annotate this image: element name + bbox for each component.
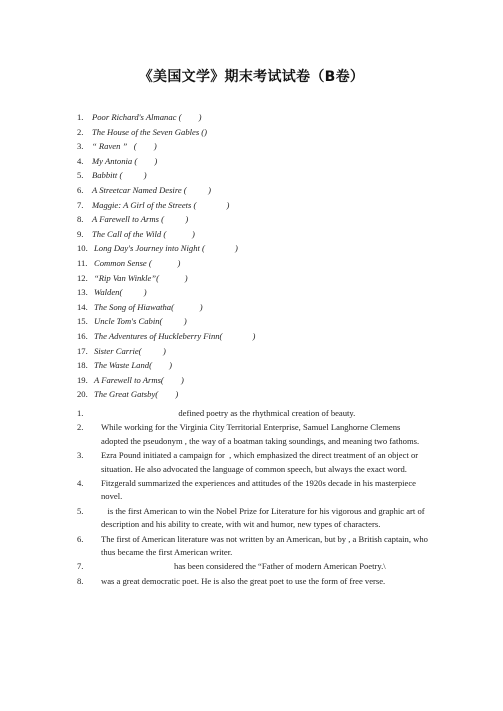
item-title: The Waste Land( ) xyxy=(94,360,172,371)
list-item xyxy=(77,183,255,198)
item-title: Common Sense ( ) xyxy=(94,257,181,268)
item-number: 7. xyxy=(77,199,84,210)
item-number: 11. xyxy=(77,257,88,268)
item-number: 9. xyxy=(77,228,84,239)
item-number: 17. xyxy=(77,345,88,356)
item-number: 6. xyxy=(77,184,84,195)
item-number: 15. xyxy=(77,316,88,327)
item-title: Maggie: A Girl of the Streets ( ) xyxy=(92,199,230,210)
list-item xyxy=(77,387,255,402)
item-title: The Adventures of Huckleberry Finn( ) xyxy=(94,330,256,341)
item-title: The House of the Seven Gables () xyxy=(92,126,208,137)
list-item xyxy=(77,271,255,286)
item-title: “Rip Van Winkle”( ) xyxy=(94,272,188,283)
question-item xyxy=(77,560,429,573)
question-number: 7. xyxy=(77,561,84,572)
item-title: The Song of Hiawatha( ) xyxy=(94,301,203,312)
question-item xyxy=(77,477,429,504)
question-text: The first of American literature was not written by an American, but by , a British captain, who thus became the first American writer. xyxy=(101,533,431,558)
question-item xyxy=(77,505,429,532)
question-text: While working for the Virginia City Territorial Enterprise, Samuel Langhorne Clemens adopted the pseudonym , the way of a boatman taking soundings, and meaning two fathoms. xyxy=(101,422,420,446)
list-item xyxy=(77,198,255,213)
item-number: 4. xyxy=(77,155,84,166)
question-item xyxy=(77,449,429,476)
item-number: 1. xyxy=(77,112,84,122)
page-title: 《美国文学》期末考试试卷（B卷） xyxy=(138,69,365,85)
item-title: The Call of the Wild ( ) xyxy=(92,228,195,239)
question-number: 6. xyxy=(77,533,84,544)
question-item xyxy=(77,421,429,448)
item-number: 3. xyxy=(77,141,84,152)
question-item xyxy=(77,407,429,420)
item-number: 5. xyxy=(77,170,84,181)
list-item xyxy=(77,256,255,271)
fill-in-list xyxy=(77,407,429,589)
item-number: 12. xyxy=(77,272,88,283)
question-number: 2. xyxy=(77,422,84,433)
question-number: 8. xyxy=(77,575,84,586)
item-title: “ Raven ” ( ) xyxy=(92,141,157,152)
list-item xyxy=(77,168,255,183)
list-item xyxy=(77,212,255,227)
item-number: 10. xyxy=(77,243,88,254)
list-item xyxy=(77,314,255,329)
item-title: A Farewell to Arms( ) xyxy=(94,374,184,385)
list-item xyxy=(77,241,255,256)
item-title: The Great Gatsby( ) xyxy=(94,389,179,400)
question-number: 1. xyxy=(77,408,84,418)
item-title: A Streetcar Named Desire ( ) xyxy=(92,184,212,195)
question-text: was a great democratic poet. He is also the great poet to use the form of free verse. xyxy=(101,575,386,586)
item-number: 8. xyxy=(77,214,84,225)
item-title: Poor Richard's Almanac ( ) xyxy=(92,112,202,122)
item-title: Uncle Tom's Cabin( ) xyxy=(94,316,187,327)
list-item xyxy=(77,329,255,344)
list-item xyxy=(77,110,255,125)
list-item xyxy=(77,300,255,315)
question-number: 3. xyxy=(77,450,84,461)
item-title: A Farewell to Arms ( ) xyxy=(92,214,189,225)
question-text: has been considered the “Father of modern American Poetry.\ xyxy=(101,561,386,572)
item-number: 13. xyxy=(77,287,88,298)
list-item xyxy=(77,139,255,154)
item-title: My Antonia ( ) xyxy=(92,155,158,166)
item-title: Walden( ) xyxy=(94,287,147,298)
list-item xyxy=(77,154,255,169)
question-text: is the first American to win the Nobel Prize for Literature for his vigorous and graphic art of description and his ability to create, with wit and humor, new types of characters. xyxy=(101,505,427,530)
list-item xyxy=(77,285,255,300)
list-item xyxy=(77,227,255,242)
item-title: Long Day's Journey into Night ( ) xyxy=(94,243,238,254)
question-text: Fitzgerald summarized the experiences and attitudes of the 1920s decade in his masterpiece novel. xyxy=(101,478,419,502)
item-title: Sister Carrie( ) xyxy=(94,345,166,356)
item-number: 20. xyxy=(77,389,88,400)
matching-list xyxy=(77,110,255,402)
item-number: 18. xyxy=(77,360,88,371)
item-number: 14. xyxy=(77,301,88,312)
item-number: 16. xyxy=(77,330,88,341)
question-item xyxy=(77,575,429,588)
question-text: defined poetry as the rhythmical creation of beauty. xyxy=(101,408,356,418)
item-number: 19. xyxy=(77,374,88,385)
list-item xyxy=(77,373,255,388)
question-text: Ezra Pound initiated a campaign for , which emphasized the direct treatment of an object or situation. He also advocated the language of common speech, but always the exact word. xyxy=(101,450,421,474)
item-number: 2. xyxy=(77,126,84,137)
item-title: Babbitt ( ) xyxy=(92,170,147,181)
question-number: 5. xyxy=(77,505,84,516)
question-item xyxy=(77,533,429,560)
list-item xyxy=(77,125,255,140)
list-item xyxy=(77,358,255,373)
list-item xyxy=(77,344,255,359)
question-number: 4. xyxy=(77,478,84,489)
